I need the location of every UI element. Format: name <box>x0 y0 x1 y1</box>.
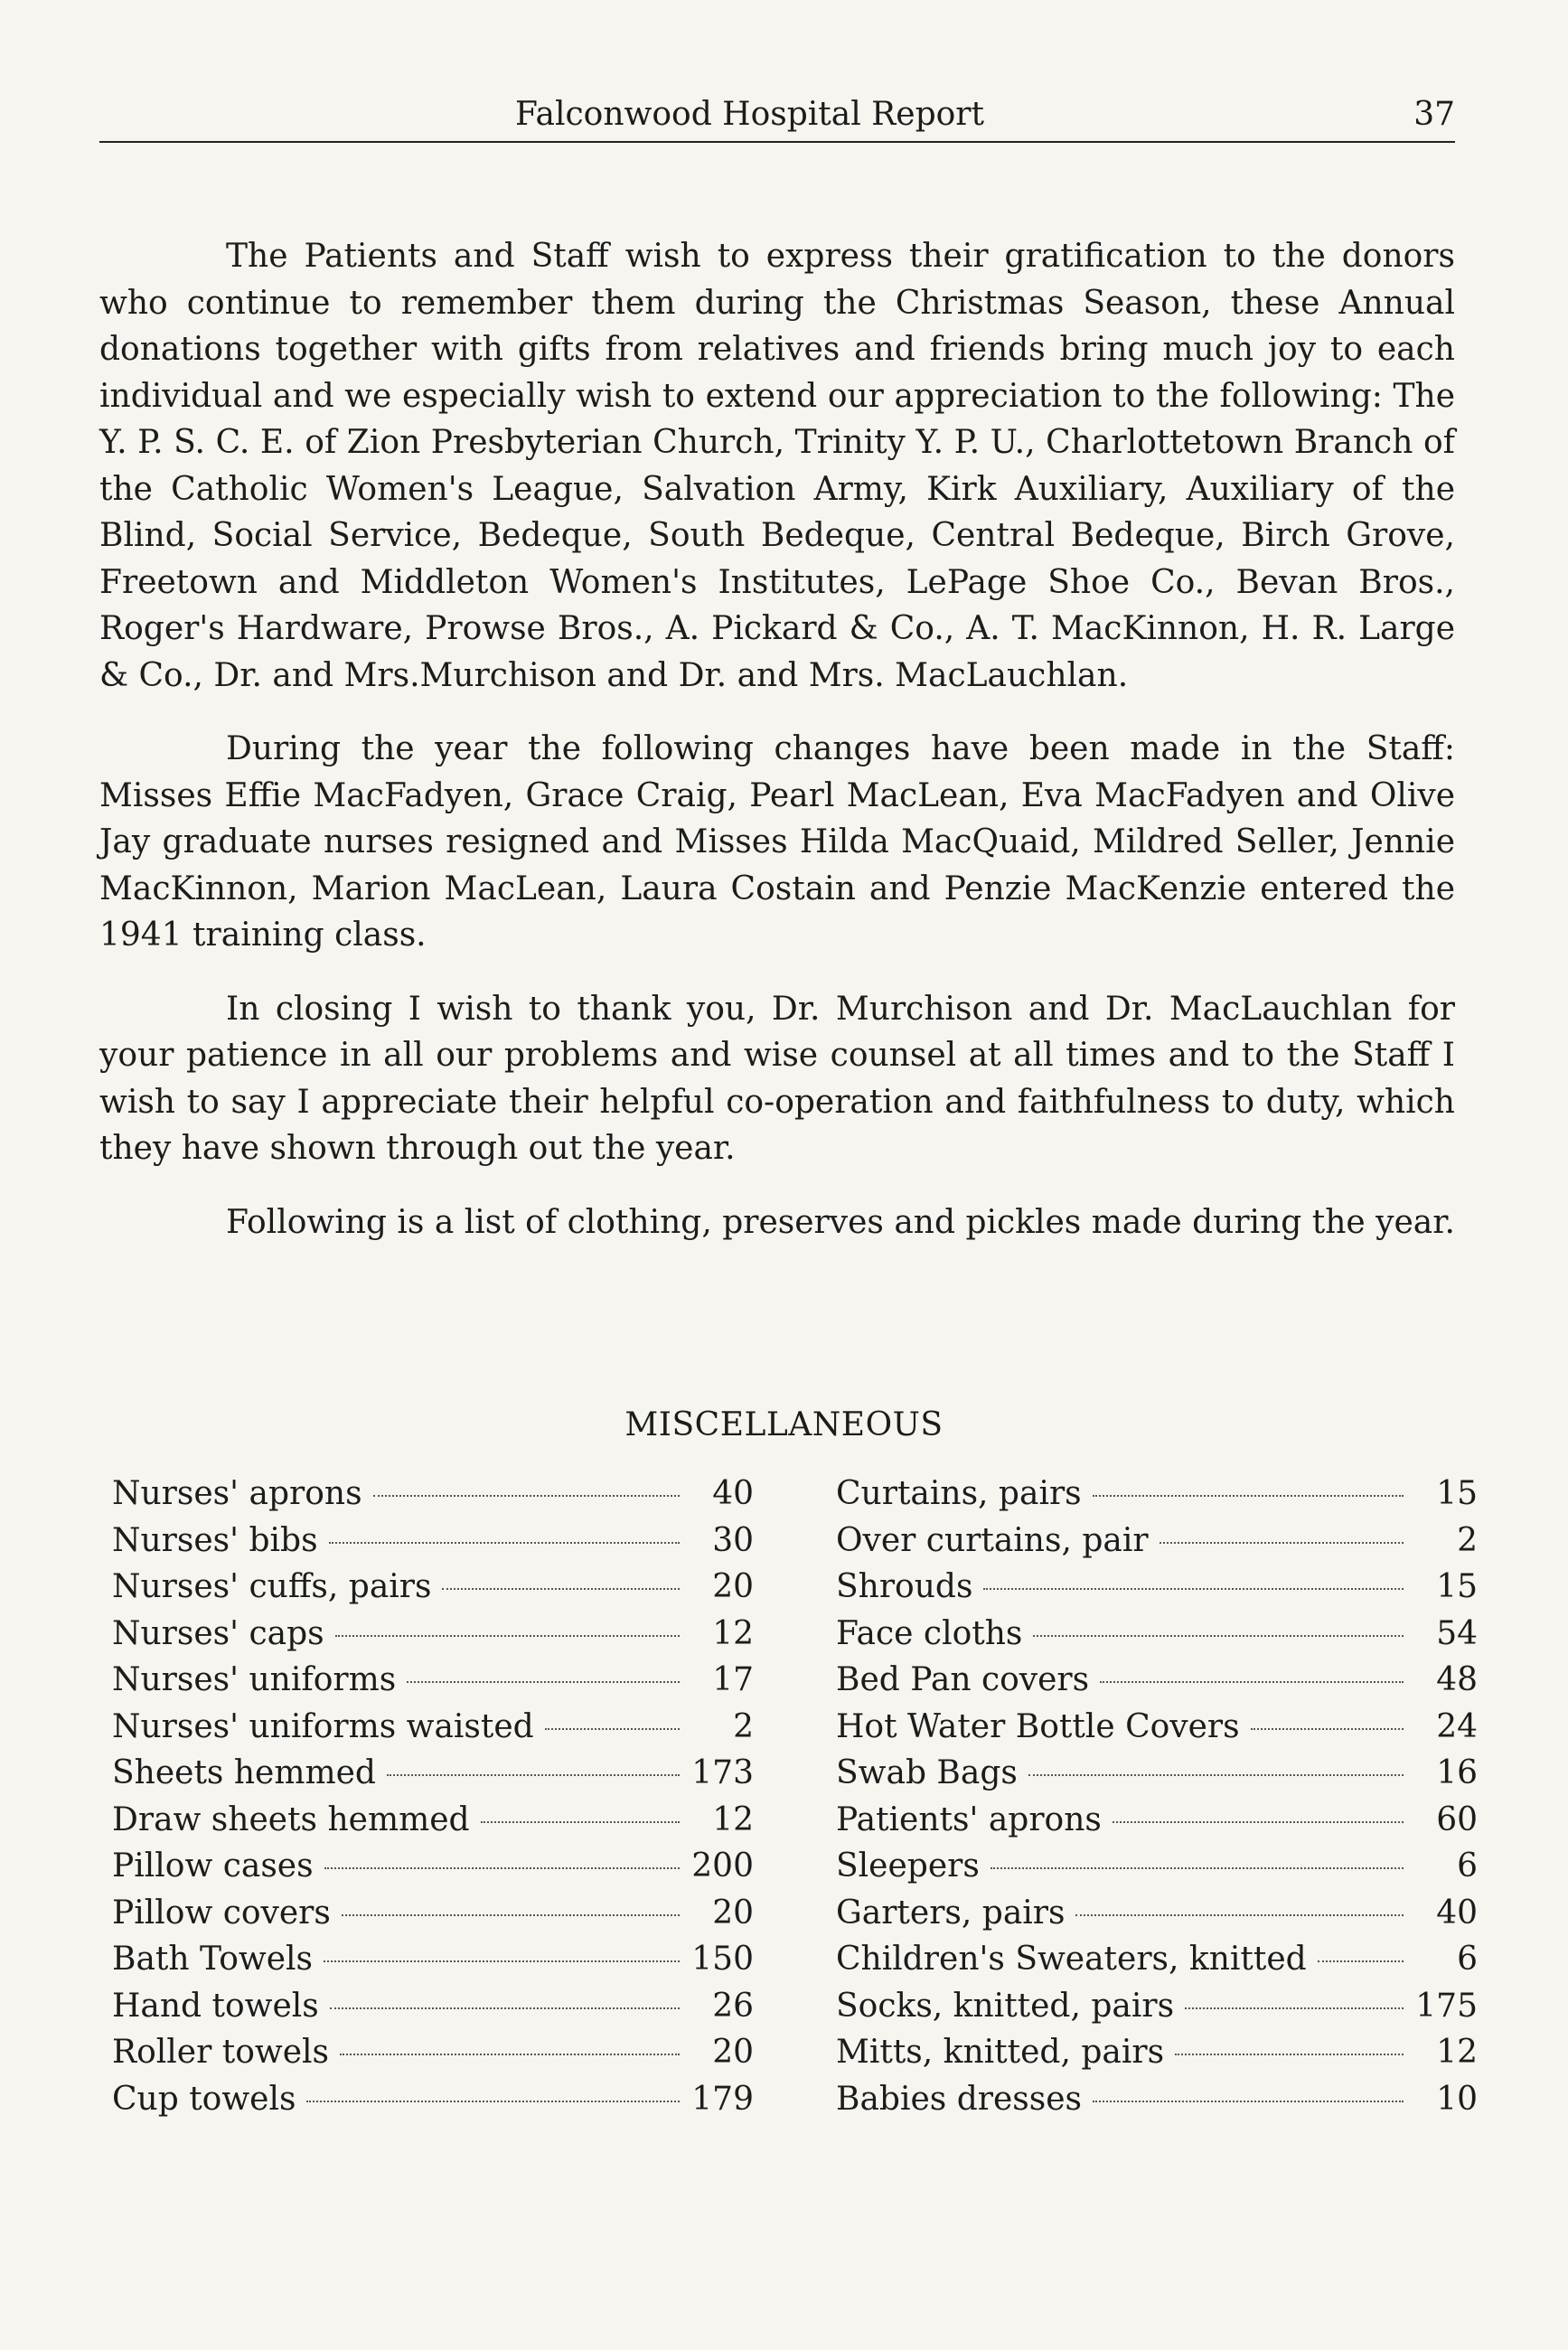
list-item <box>112 2081 754 2128</box>
dot-leader <box>1093 1495 1404 1497</box>
item-label: Over curtains, pair <box>836 1521 1149 1559</box>
item-label: Nurses' cuffs, pairs <box>112 1568 432 1605</box>
paragraph-list-intro: Following is a list of clothing, preserves and pickles made during the year. <box>226 1203 1455 1241</box>
dot-leader <box>1175 2054 1404 2055</box>
item-quantity: 150 <box>691 1941 754 1978</box>
item-label: Patients' aprons <box>836 1800 1102 1838</box>
item-label: Roller towels <box>112 2034 330 2071</box>
dot-leader <box>545 1728 680 1730</box>
item-label: Nurses' uniforms waisted <box>112 1707 534 1745</box>
item-label: Sleepers <box>836 1847 980 1885</box>
dot-leader <box>342 1914 680 1916</box>
item-quantity: 2 <box>1457 1521 1478 1559</box>
item-label: Shrouds <box>836 1568 973 1605</box>
item-label: Bath Towels <box>112 1941 314 1978</box>
list-item <box>112 1475 754 1522</box>
items-list-right <box>836 1475 1478 2127</box>
dot-leader <box>442 1588 680 1590</box>
item-label: Bed Pan covers <box>836 1661 1090 1698</box>
list-item <box>112 1801 754 1848</box>
item-label: Babies dresses <box>836 2080 1082 2118</box>
item-quantity: 179 <box>691 2080 754 2118</box>
item-label: Face cloths <box>836 1614 1023 1652</box>
item-quantity: 60 <box>1436 1800 1478 1838</box>
item-quantity: 20 <box>712 2034 754 2071</box>
item-quantity: 2 <box>733 1707 754 1745</box>
list-item <box>836 2034 1478 2081</box>
item-label: Pillow cases <box>112 1847 314 1885</box>
item-quantity: 175 <box>1415 1987 1478 2025</box>
item-label: Draw sheets hemmed <box>112 1800 470 1838</box>
dot-leader <box>324 1867 680 1869</box>
running-title: Falconwood Hospital Report <box>515 96 984 133</box>
dot-leader <box>1100 1681 1404 1683</box>
item-quantity: 173 <box>691 1754 754 1791</box>
dot-leader <box>1251 1728 1404 1730</box>
list-item <box>112 1522 754 1569</box>
dot-leader <box>983 1588 1404 1590</box>
list-item <box>836 1615 1478 1662</box>
list-item <box>836 1988 1478 2035</box>
section-heading: MISCELLANEOUS <box>624 1406 944 1443</box>
dot-leader <box>1075 1914 1404 1916</box>
item-quantity: 6 <box>1457 1941 1478 1978</box>
item-label: Mitts, knitted, pairs <box>836 2034 1165 2071</box>
list-item <box>112 1894 754 1941</box>
item-label: Children's Sweaters, knitted <box>836 1941 1307 1978</box>
body-text <box>99 233 1455 1273</box>
list-item <box>112 1615 754 1662</box>
dot-leader <box>1113 1821 1404 1823</box>
item-quantity: 40 <box>712 1475 754 1512</box>
list-item <box>836 1708 1478 1755</box>
page-header <box>99 90 1455 143</box>
list-item <box>836 1661 1478 1708</box>
item-label: Hot Water Bottle Covers <box>836 1707 1240 1745</box>
item-label: Nurses' caps <box>112 1614 324 1652</box>
item-label: Nurses' uniforms <box>112 1661 397 1698</box>
item-quantity: 20 <box>712 1568 754 1605</box>
item-label: Cup towels <box>112 2080 296 2118</box>
item-label: Garters, pairs <box>836 1894 1066 1932</box>
item-label: Hand towels <box>112 1987 319 2025</box>
item-quantity: 6 <box>1457 1847 1478 1885</box>
item-quantity: 17 <box>712 1661 754 1698</box>
list-item <box>836 1847 1478 1894</box>
dot-leader <box>407 1681 680 1683</box>
dot-leader <box>1160 1542 1404 1544</box>
item-label: Swab Bags <box>836 1754 1018 1791</box>
item-label: Socks, knitted, pairs <box>836 1987 1175 2025</box>
item-quantity: 54 <box>1436 1614 1478 1652</box>
dot-leader <box>387 1774 680 1776</box>
item-quantity: 30 <box>712 1521 754 1559</box>
dot-leader <box>329 1542 680 1544</box>
paragraph-closing: In closing I wish to thank you, Dr. Murchison and Dr. MacLauchlan for your patience in all our problems and wise counsel at all times and to the Staff I wish to say I appreciate their helpful co-operation and faithfulness to duty, which they have shown through out the year. <box>99 990 1455 1167</box>
items-list-left <box>112 1475 754 2127</box>
list-item <box>836 1568 1478 1615</box>
dot-leader <box>1028 1774 1404 1776</box>
item-label: Sheets hemmed <box>112 1754 376 1791</box>
list-item <box>112 1661 754 1708</box>
dot-leader <box>373 1495 680 1497</box>
item-quantity: 200 <box>691 1847 754 1885</box>
item-quantity: 15 <box>1436 1568 1478 1605</box>
dot-leader <box>306 2101 680 2102</box>
dot-leader <box>991 1867 1404 1869</box>
dot-leader <box>324 1960 680 1962</box>
paragraph-donors: The Patients and Staff wish to express their gratification to the donors who continue to remember them during the Christmas Season, these Annual donations together with gifts from relatives and friends bring much joy to each individual and we especially wish to extend our appreciation to the following: The Y. P. S. C. E. of Zion Presbyterian Church, Trinity Y. P. U., Charlottetown Branch of the Catholic Women's League, Salvation Army, Kirk Auxiliary, Auxiliary of the Blind, Social Service, Bedeque, South Bedeque, Central Bedeque, Birch Grove, Freetown and Middleton Women's Institutes, LePage Shoe Co., Bevan Bros., Roger's Hardware, Prowse Bros., A. Pickard & Co., A. T. MacKinnon, H. R. Large & Co., Dr. and Mrs.Murchison and Dr. and Mrs. MacLauchlan. <box>99 238 1455 694</box>
page-number: 37 <box>1413 96 1455 133</box>
item-quantity: 12 <box>1436 2034 1478 2071</box>
list-item <box>836 2081 1478 2128</box>
list-item <box>836 1475 1478 1522</box>
list-item <box>836 1754 1478 1801</box>
dot-leader <box>481 1821 680 1823</box>
list-item <box>836 1801 1478 1848</box>
item-quantity: 26 <box>712 1987 754 2025</box>
list-item <box>836 1894 1478 1941</box>
dot-leader <box>1318 1960 1404 1962</box>
item-quantity: 12 <box>712 1800 754 1838</box>
item-quantity: 48 <box>1436 1661 1478 1698</box>
item-label: Curtains, pairs <box>836 1475 1082 1512</box>
list-item <box>112 1847 754 1894</box>
paragraph-staff-changes: During the year the following changes have been made in the Staff: Misses Effie MacFadyen, Grace Craig, Pearl MacLean, Eva MacFadyen and Olive Jay graduate nurses resigned and Misses Hilda MacQuaid, Mildred Seller, Jennie MacKinnon, Marion MacLean, Laura Costain and Penzie MacKenzie entered the 1941 training class. <box>99 730 1455 954</box>
list-item <box>112 2034 754 2081</box>
list-item <box>112 1941 754 1988</box>
list-item <box>112 1568 754 1615</box>
item-quantity: 20 <box>712 1894 754 1932</box>
list-item <box>112 1754 754 1801</box>
dot-leader <box>335 1635 680 1637</box>
item-quantity: 24 <box>1436 1707 1478 1745</box>
item-quantity: 10 <box>1436 2080 1478 2118</box>
dot-leader <box>1033 1635 1404 1637</box>
dot-leader <box>340 2054 680 2055</box>
list-item <box>836 1522 1478 1569</box>
item-quantity: 16 <box>1436 1754 1478 1791</box>
list-item <box>112 1708 754 1755</box>
item-quantity: 15 <box>1436 1475 1478 1512</box>
dot-leader <box>1185 2007 1404 2009</box>
item-label: Pillow covers <box>112 1894 331 1932</box>
list-item <box>112 1988 754 2035</box>
item-quantity: 12 <box>712 1614 754 1652</box>
list-item <box>836 1941 1478 1988</box>
dot-leader <box>330 2007 680 2009</box>
item-label: Nurses' bibs <box>112 1521 318 1559</box>
item-label: Nurses' aprons <box>112 1475 362 1512</box>
item-quantity: 40 <box>1436 1894 1478 1932</box>
dot-leader <box>1093 2101 1404 2102</box>
